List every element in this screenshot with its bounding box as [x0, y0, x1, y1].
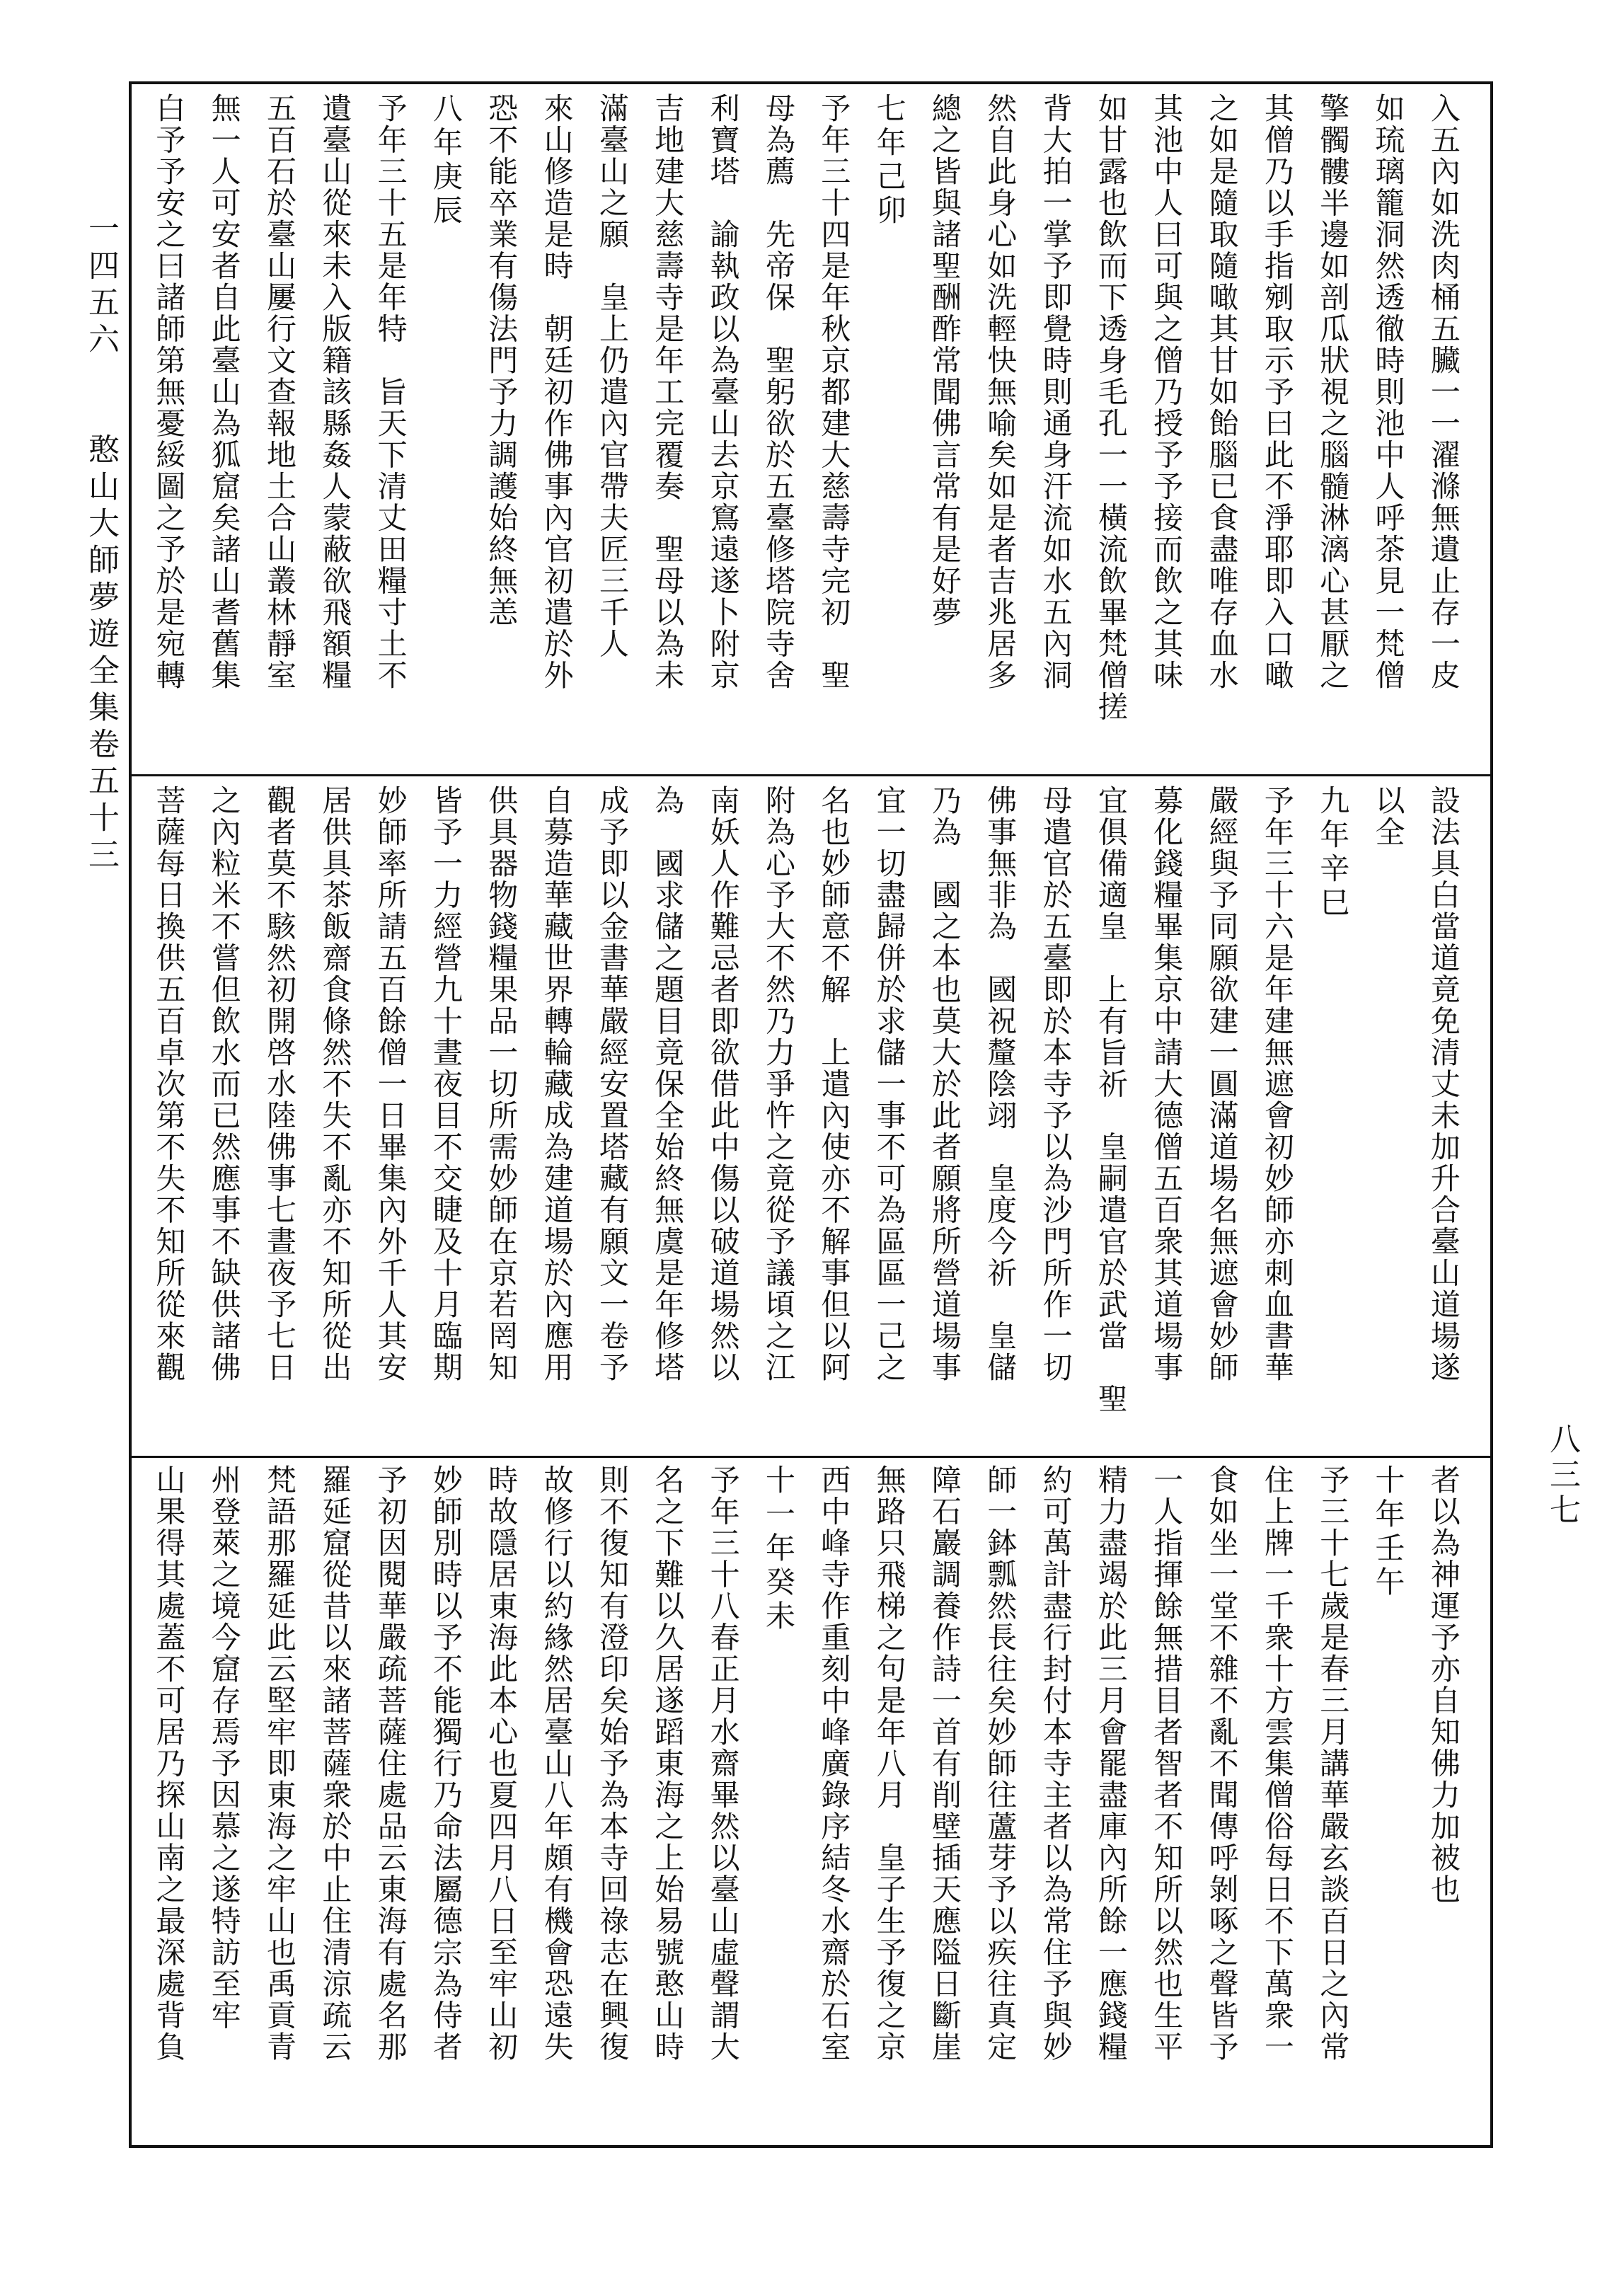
- text-column: 嚴經與予同願欲建一圓滿道場名無遮會妙師: [1204, 785, 1240, 1384]
- text-column: 其僧乃以手指剜取示予曰此不淨耶即入口噉: [1260, 93, 1295, 691]
- register-middle: [146, 785, 1476, 1447]
- text-column: 障石巖調養作詩一首有削壁插天應隘日斷崖: [927, 1464, 962, 2063]
- text-column: 名之下難以久居遂蹈東海之上始易號憨山時: [650, 1464, 686, 2063]
- text-column: 乃為 國之本也莫大於此者願將所營道場事: [927, 785, 962, 1384]
- text-column: 皆予一力經營九十晝夜目不交睫及十月臨期: [428, 785, 463, 1384]
- text-column: 名也妙師意不解 上遣內使亦不解事但以阿: [817, 785, 852, 1384]
- text-column: 予年三十五是年特 旨天下清丈田糧寸土不: [373, 93, 408, 691]
- text-column: 無路只飛梯之句是年八月 皇子生予復之京: [872, 1464, 907, 2063]
- text-column: 如琉璃籠洞然透徹時則池中人呼茶見一梵僧: [1371, 93, 1406, 691]
- text-column: 南妖人作難忌者即欲借此中傷以破道場然以: [706, 785, 741, 1384]
- text-column: 住上牌一千衆十方雲集僧俗每日不下萬衆一: [1260, 1464, 1295, 2063]
- text-column: 成予即以金書華嚴經安置塔藏有願文一卷予: [594, 785, 630, 1384]
- text-column: 供具器物錢糧果品一切所需妙師在京若罔知: [484, 785, 519, 1384]
- text-column: 遺臺山從來未入版籍該縣姦人蒙蔽欲飛額糧: [318, 93, 353, 691]
- text-column: 附為心予大不然乃力爭忤之竟從予議頃之江: [761, 785, 796, 1384]
- text-column: 師一鉢瓢然長往矣妙師往蘆芽予以疾往真定: [983, 1464, 1018, 2063]
- text-column: 予年三十八春正月水齋畢然以臺山虛聲謂大: [706, 1464, 741, 2063]
- text-column: 母為薦 先帝保 聖躬欲於五臺修塔院寺舍: [761, 93, 796, 691]
- text-column: 妙師別時以予不能獨行乃命法屬德宗為侍者: [428, 1464, 463, 2063]
- text-column: 母遣官於五臺即於本寺予以為沙門所作一切: [1038, 785, 1073, 1384]
- running-title: 憨山大師夢遊全集卷五十三: [83, 433, 119, 875]
- text-column: 然自此身心如洗輕快無喻矣如是者吉兆居多: [983, 93, 1018, 691]
- year-heading: 七年己卯: [872, 93, 907, 229]
- text-column: 之如是隨取隨噉其甘如飴腦已食盡唯存血水: [1204, 93, 1240, 691]
- text-column: 則不復知有澄印矣始予為本寺回祿志在興復: [594, 1464, 630, 2063]
- page-number-left: 一四五六: [83, 212, 119, 360]
- page-frame: [129, 81, 1493, 2148]
- text-column: 無一人可安者自此臺山為狐窟矣諸山耆舊集: [207, 93, 242, 691]
- text-column: 時故隱居東海此本心也夏四月八日至牢山初: [484, 1464, 519, 2063]
- text-column: 予年三十六是年建無遮會初妙師亦刺血書華: [1260, 785, 1295, 1384]
- text-column: 佛事無非為 國祝釐陰翊 皇度今祈 皇儲: [983, 785, 1018, 1384]
- text-column: 宜俱備適皇 上有旨祈 皇嗣遣官於武當 聖: [1093, 785, 1129, 1415]
- text-column: 予初因閱華嚴疏菩薩住處品云東海有處名那: [373, 1464, 408, 2063]
- register-divider: [132, 1456, 1490, 1458]
- text-column: 來山修造是時 朝廷初作佛事內官初遣於外: [539, 93, 575, 691]
- text-column: 利寶塔 諭執政以為臺山去京窵遠遂卜附京: [706, 93, 741, 691]
- register-lower: [146, 1464, 1476, 2140]
- page-number-right: 八三七: [1544, 1423, 1580, 1529]
- year-heading: 九年辛巳: [1315, 785, 1351, 921]
- text-column: 菩薩每日換供五百卓次第不失不知所從來觀: [151, 785, 187, 1384]
- text-column: 募化錢糧畢集京中請大德僧五百衆其道場事: [1149, 785, 1185, 1384]
- text-column: 予年三十四是年秋京都建大慈壽寺完初 聖: [817, 93, 852, 691]
- text-column: 西中峰寺作重刻中峰廣錄序結冬水齋於石室: [817, 1464, 852, 2063]
- text-column: 其池中人曰可與之僧乃授予予接而飲之其味: [1149, 93, 1185, 691]
- text-column: 居供具茶飯齋食條然不失不亂亦不知所從出: [318, 785, 353, 1384]
- text-column: 恐不能卒業有傷法門予力調護始終無恙: [484, 93, 519, 628]
- text-column: 吉地建大慈壽寺是年工完覆奏 聖母以為未: [650, 93, 686, 691]
- text-column: 滿臺山之願 皇上仍遣內官帶夫匠三千人: [594, 93, 630, 660]
- year-heading: 十一年癸未: [761, 1464, 796, 1634]
- text-column: 自募造華藏世界轉輪藏成為建道場於內應用: [539, 785, 575, 1384]
- text-column: 為 國求儲之題目竟保全始終無虞是年修塔: [650, 785, 686, 1384]
- year-heading: 十年壬午: [1371, 1464, 1406, 1600]
- text-column: 入五內如洗肉桶五臟一一濯滌無遺止存一皮: [1426, 93, 1461, 691]
- margin-running-head: [78, 212, 123, 875]
- text-column: 約可萬計盡行封付本寺主者以為常住予與妙: [1038, 1464, 1073, 2063]
- text-column: 白予予安之曰諸師第無憂綏圖之予於是宛轉: [151, 93, 187, 691]
- year-heading: 八年庚辰: [428, 93, 463, 229]
- text-column: 梵語那羅延此云堅牢即東海之牢山也禹貢青: [262, 1464, 297, 2063]
- text-column: 者以為神運予亦自知佛力加被也: [1426, 1464, 1461, 1905]
- text-column: 總之皆與諸聖酬酢常聞佛言常有是好夢: [927, 93, 962, 628]
- text-column: 擎髑髏半邊如剖瓜狀視之腦髓淋漓心甚厭之: [1315, 93, 1351, 691]
- text-column: 妙師率所請五百餘僧一日畢集內外千人其安: [373, 785, 408, 1384]
- register-upper: [146, 93, 1476, 765]
- register-divider: [132, 774, 1490, 776]
- text-column: 宜一切盡歸併於求儲一事不可為區區一己之: [872, 785, 907, 1384]
- text-column: 觀者莫不駭然初開啓水陸佛事七晝夜予七日: [262, 785, 297, 1384]
- text-column: 山果得其處蓋不可居乃探山南之最深處背負: [151, 1464, 187, 2063]
- text-column: 設法具白當道竟免清丈未加升合臺山道場遂: [1426, 785, 1461, 1384]
- text-column: 州登萊之境今窟存焉予因慕之遂特訪至牢: [207, 1464, 242, 2031]
- text-column: 一人指揮餘無措目者智者不知所以然也生平: [1149, 1464, 1185, 2063]
- text-column: 五百石於臺山屢行文查報地土合山叢林靜室: [262, 93, 297, 691]
- text-column: 予三十七歲是春三月講華嚴玄談百日之內常: [1315, 1464, 1351, 2063]
- text-column: 背大拍一掌予即覺時則通身汗流如水五內洞: [1038, 93, 1073, 691]
- text-column: 精力盡竭於此三月會罷盡庫內所餘一應錢糧: [1093, 1464, 1129, 2063]
- text-column: 故修行以約緣然居臺山八年頗有機會恐遠失: [539, 1464, 575, 2063]
- text-column: 如甘露也飲而下透身毛孔一一橫流飲畢梵僧搓: [1093, 93, 1129, 723]
- text-column: 以全: [1371, 785, 1406, 848]
- text-column: 食如坐一堂不雜不亂不聞傳呼剝啄之聲皆予: [1204, 1464, 1240, 2063]
- text-column: 羅延窟從昔以來諸菩薩衆於中止住清涼疏云: [318, 1464, 353, 2063]
- text-column: 之內粒米不嘗但飲水而已然應事不缺供諸佛: [207, 785, 242, 1384]
